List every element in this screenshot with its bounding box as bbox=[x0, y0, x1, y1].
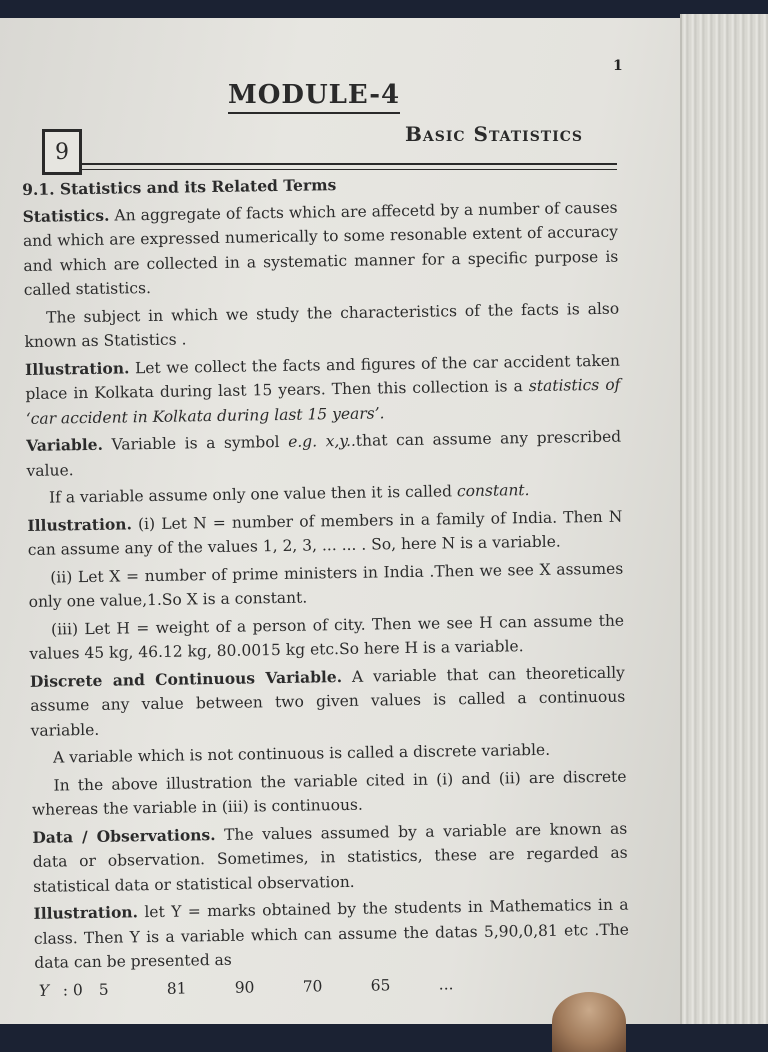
illustration-1-label: Illustration. bbox=[24, 357, 130, 379]
variable-example: e.g. x,y.. bbox=[287, 431, 356, 451]
data-value: 5 bbox=[98, 980, 109, 999]
data-variable: Y bbox=[38, 981, 50, 1000]
thumb-holding-page bbox=[552, 992, 626, 1052]
illustration-2-i bbox=[27, 504, 623, 562]
discrete-continuous-definition bbox=[30, 660, 626, 743]
statistics-definition bbox=[22, 195, 618, 302]
variable-text-b: that can assume any prescribed value. bbox=[26, 427, 622, 480]
data-value: 81 bbox=[166, 979, 187, 998]
book-page bbox=[0, 18, 700, 1024]
chapter-number-box bbox=[42, 129, 82, 175]
chapter-rule bbox=[42, 163, 617, 170]
data-first-value: : 0 bbox=[62, 980, 83, 999]
variable-text-a: Variable is a symbol bbox=[102, 432, 289, 454]
subject-paragraph: The subject in which we study the characteristics of the facts is also known as Statistics . bbox=[24, 299, 620, 351]
variable-definition bbox=[26, 425, 622, 483]
illustration-3-label: Illustration. bbox=[33, 902, 139, 923]
illustration-1 bbox=[25, 348, 621, 431]
data-value: ... bbox=[438, 974, 454, 994]
term-data: Data / Observations. bbox=[32, 824, 216, 847]
illustration-1-italic: statistics of ‘car accident in Kolkata during last 15 years’. bbox=[25, 375, 621, 428]
data-values-row bbox=[35, 969, 630, 1003]
data-value: 65 bbox=[370, 975, 391, 995]
data-value: 90 bbox=[234, 977, 255, 997]
discrete-definition: A variable which is not continuous is called a discrete variable. bbox=[52, 740, 551, 767]
module-title: MODULE-4 bbox=[228, 80, 400, 114]
page-body bbox=[22, 169, 630, 1003]
illustration-3 bbox=[33, 893, 629, 976]
statistics-text: An aggregate of facts which are affecetd by a number of causes and which are expressed numerically to some resonable extent of accuracy and which are collected in a systematic manner for a specific purpose is called statistics. bbox=[22, 198, 619, 299]
illustration-2-iii: (iii) Let H = weight of a person of city. Then we see H can assume the values 45 kg, 46.12 kg, 80.0015 kg etc.So here H is a variable. bbox=[29, 611, 625, 663]
data-text: The values assumed by a variable are known as data or observation. Sometimes, in statistics, these are regarded as statistical data or statistical observation. bbox=[32, 819, 628, 896]
discrete-continuous-text: A variable that can theoretically assume any value between two given values is called a continuous variable. bbox=[30, 663, 626, 740]
term-statistics: Statistics. bbox=[22, 205, 110, 226]
above-illustration-paragraph: In the above illustration the variable cited in (i) and (ii) are discrete whereas the variable in (iii) is continuous. bbox=[31, 767, 627, 819]
page-stack-edge bbox=[680, 14, 768, 1024]
constant-text: If a variable assume only one value then it is called bbox=[48, 482, 458, 507]
chapter-number: 9 bbox=[55, 139, 69, 165]
illustration-1-text: Let we collect the facts and figures of the car accident taken place in Kolkata during last 15 years. Then this collection is a bbox=[25, 351, 621, 403]
illustration-2-label: Illustration. bbox=[27, 513, 133, 535]
illustration-2-ii: (ii) Let X = number of prime ministers in India .Then we see X assumes only one value,1.So X is a constant. bbox=[28, 559, 624, 611]
section-heading: 9.1. Statistics and its Related Terms bbox=[22, 175, 337, 199]
illustration-2-i-text: (i) Let N = number of members in a family of India. Then N can assume any of the values 1, 2, 3, ... ... . So, here N is a variable. bbox=[27, 507, 623, 559]
data-definition bbox=[32, 816, 628, 899]
term-variable: Variable. bbox=[26, 434, 104, 455]
chapter-title: Basic Statistics bbox=[405, 122, 584, 146]
page-number: 1 bbox=[613, 58, 623, 74]
illustration-3-text: let Y = marks obtained by the students in Mathematics in a class. Then Y is a variable which can assume the datas 5,90,0,81 etc .The data can be presented as bbox=[33, 895, 630, 972]
term-discrete-continuous: Discrete and Continuous Variable. bbox=[29, 666, 343, 691]
constant-term: constant. bbox=[456, 481, 530, 501]
data-value: 70 bbox=[302, 976, 323, 996]
